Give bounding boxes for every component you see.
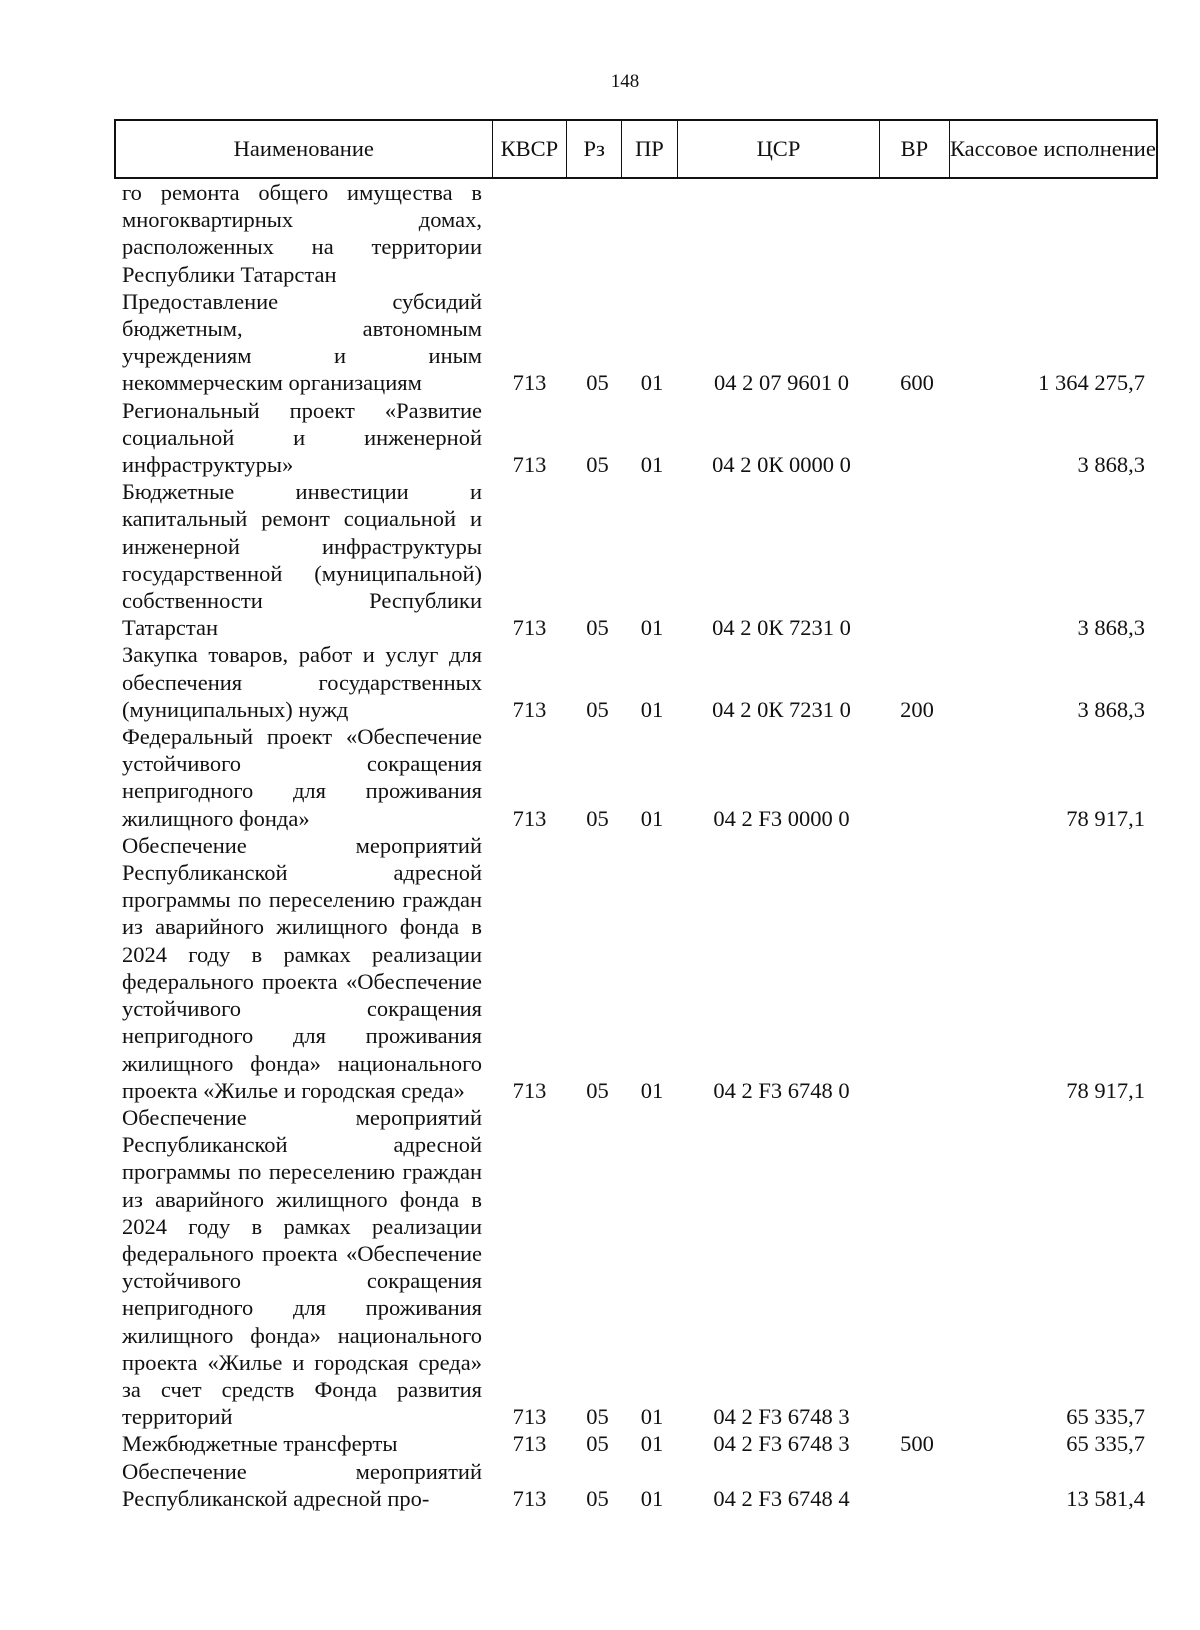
- row-kassa: 3 868,3: [1077, 452, 1145, 478]
- header-name: Наименование: [116, 121, 493, 177]
- row-rz: 05: [586, 1077, 609, 1103]
- table-row: [0, 723, 1200, 832]
- row-name: Предоставление субсидий бюджетным, автономным учреждениям и иным некоммерческим организациям: [122, 288, 482, 396]
- row-csr: 04 2 F3 6748 3: [713, 1431, 850, 1457]
- row-name: го ремонта общего имущества в многоквартирных домах, расположенных на территории Республики Татарстан: [122, 180, 482, 287]
- table-row: [0, 641, 1200, 723]
- row-rz: 05: [586, 805, 609, 831]
- row-kassa: 3 868,3: [1077, 615, 1145, 641]
- row-kvsr: 713: [512, 1077, 547, 1103]
- row-kassa: 78 917,1: [1066, 805, 1145, 831]
- row-pr: 01: [640, 452, 664, 478]
- row-name: Межбюджетные трансферты: [122, 1431, 398, 1457]
- row-name: Закупка товаров, работ и услуг для обеспечения государственных (муниципальных) нужд: [122, 642, 482, 722]
- row-kvsr: 713: [512, 696, 547, 722]
- row-pr: 01: [640, 615, 664, 641]
- row-kvsr: 713: [512, 615, 547, 641]
- row-pr: 01: [640, 370, 664, 396]
- header-csr: ЦСР: [678, 121, 880, 177]
- row-csr: 04 2 F3 0000 0: [713, 805, 850, 831]
- table-row: [0, 288, 1200, 397]
- row-pr: 01: [640, 1485, 664, 1511]
- row-kvsr: 713: [512, 1431, 547, 1457]
- row-kvsr: 713: [512, 1485, 547, 1511]
- row-kassa: 78 917,1: [1066, 1077, 1145, 1103]
- row-name: Обеспечение мероприятий Республиканской адресной программы по переселению граждан из аварийного жилищного фонда в 2024 году в рамках реализации федерального проекта «Обеспечение устойчивого сокращения непригодного для проживания жилищного фонда» национального проекта «Жилье и городская среда» за счет средств Фонда развития территорий: [122, 1104, 482, 1430]
- table-row: [0, 478, 1200, 641]
- row-rz: 05: [586, 615, 609, 641]
- table-row: [0, 179, 1200, 288]
- row-pr: 01: [640, 696, 664, 722]
- row-kassa: 3 868,3: [1077, 696, 1145, 722]
- row-vr: 600: [900, 370, 934, 396]
- row-name: Региональный проект «Развитие социальной и инженерной инфраструктуры»: [122, 397, 482, 478]
- row-kvsr: 713: [512, 1404, 547, 1430]
- row-name: Федеральный проект «Обеспечение устойчивого сокращения непригодного для проживания жилищного фонда»: [122, 724, 482, 831]
- row-kassa: 1 364 275,7: [1038, 370, 1145, 396]
- row-kassa: 65 335,7: [1066, 1431, 1145, 1457]
- row-rz: 05: [586, 1431, 609, 1457]
- row-kvsr: 713: [512, 370, 547, 396]
- row-csr: 04 2 0К 7231 0: [712, 615, 851, 641]
- row-pr: 01: [640, 805, 664, 831]
- row-pr: 01: [640, 1077, 664, 1103]
- header-kvsr: КВСР: [493, 121, 568, 177]
- table-header: [114, 119, 1158, 179]
- row-csr: 04 2 0К 0000 0: [712, 452, 851, 478]
- header-vr: ВР: [880, 121, 950, 177]
- row-csr: 04 2 F3 6748 4: [713, 1485, 850, 1511]
- table-row: [0, 397, 1200, 479]
- row-kassa: 65 335,7: [1066, 1404, 1145, 1430]
- row-csr: 04 2 0К 7231 0: [712, 696, 851, 722]
- row-vr: 200: [900, 696, 934, 722]
- row-kassa: 13 581,4: [1066, 1485, 1145, 1511]
- row-csr: 04 2 07 9601 0: [714, 370, 849, 396]
- row-pr: 01: [640, 1431, 664, 1457]
- table-row: [0, 1430, 1200, 1457]
- header-kassa: Кассовое исполнение: [949, 136, 1156, 161]
- page-number: 148: [610, 71, 640, 92]
- row-rz: 05: [586, 1485, 609, 1511]
- row-kvsr: 713: [512, 452, 547, 478]
- row-rz: 05: [586, 452, 609, 478]
- table-row: [0, 832, 1200, 1104]
- header-rz: Рз: [567, 121, 622, 177]
- row-name: Обеспечение мероприятий Республиканской адресной программы по переселению граждан из аварийного жилищного фонда в 2024 году в рамках реализации федерального проекта «Обеспечение устойчивого сокращения непригодного для проживания жилищного фонда» национального проекта «Жилье и городская среда»: [122, 832, 482, 1103]
- row-pr: 01: [640, 1404, 664, 1430]
- table-row: [0, 1104, 1200, 1430]
- table-row: [0, 1458, 1200, 1512]
- row-kvsr: 713: [512, 805, 547, 831]
- table-body: [0, 179, 1200, 1512]
- row-csr: 04 2 F3 6748 0: [713, 1077, 850, 1103]
- header-pr: ПР: [622, 121, 678, 177]
- row-rz: 05: [586, 696, 609, 722]
- row-vr: 500: [900, 1431, 934, 1457]
- row-rz: 05: [586, 370, 609, 396]
- row-csr: 04 2 F3 6748 3: [713, 1404, 850, 1430]
- row-rz: 05: [586, 1404, 609, 1430]
- row-name: Обеспечение мероприятий Республиканской адресной про-: [122, 1458, 482, 1511]
- row-name: Бюджетные инвестиции и капитальный ремонт социальной и инженерной инфраструктуры государственной (муниципальной) собственности Республики Татарстан: [122, 479, 482, 641]
